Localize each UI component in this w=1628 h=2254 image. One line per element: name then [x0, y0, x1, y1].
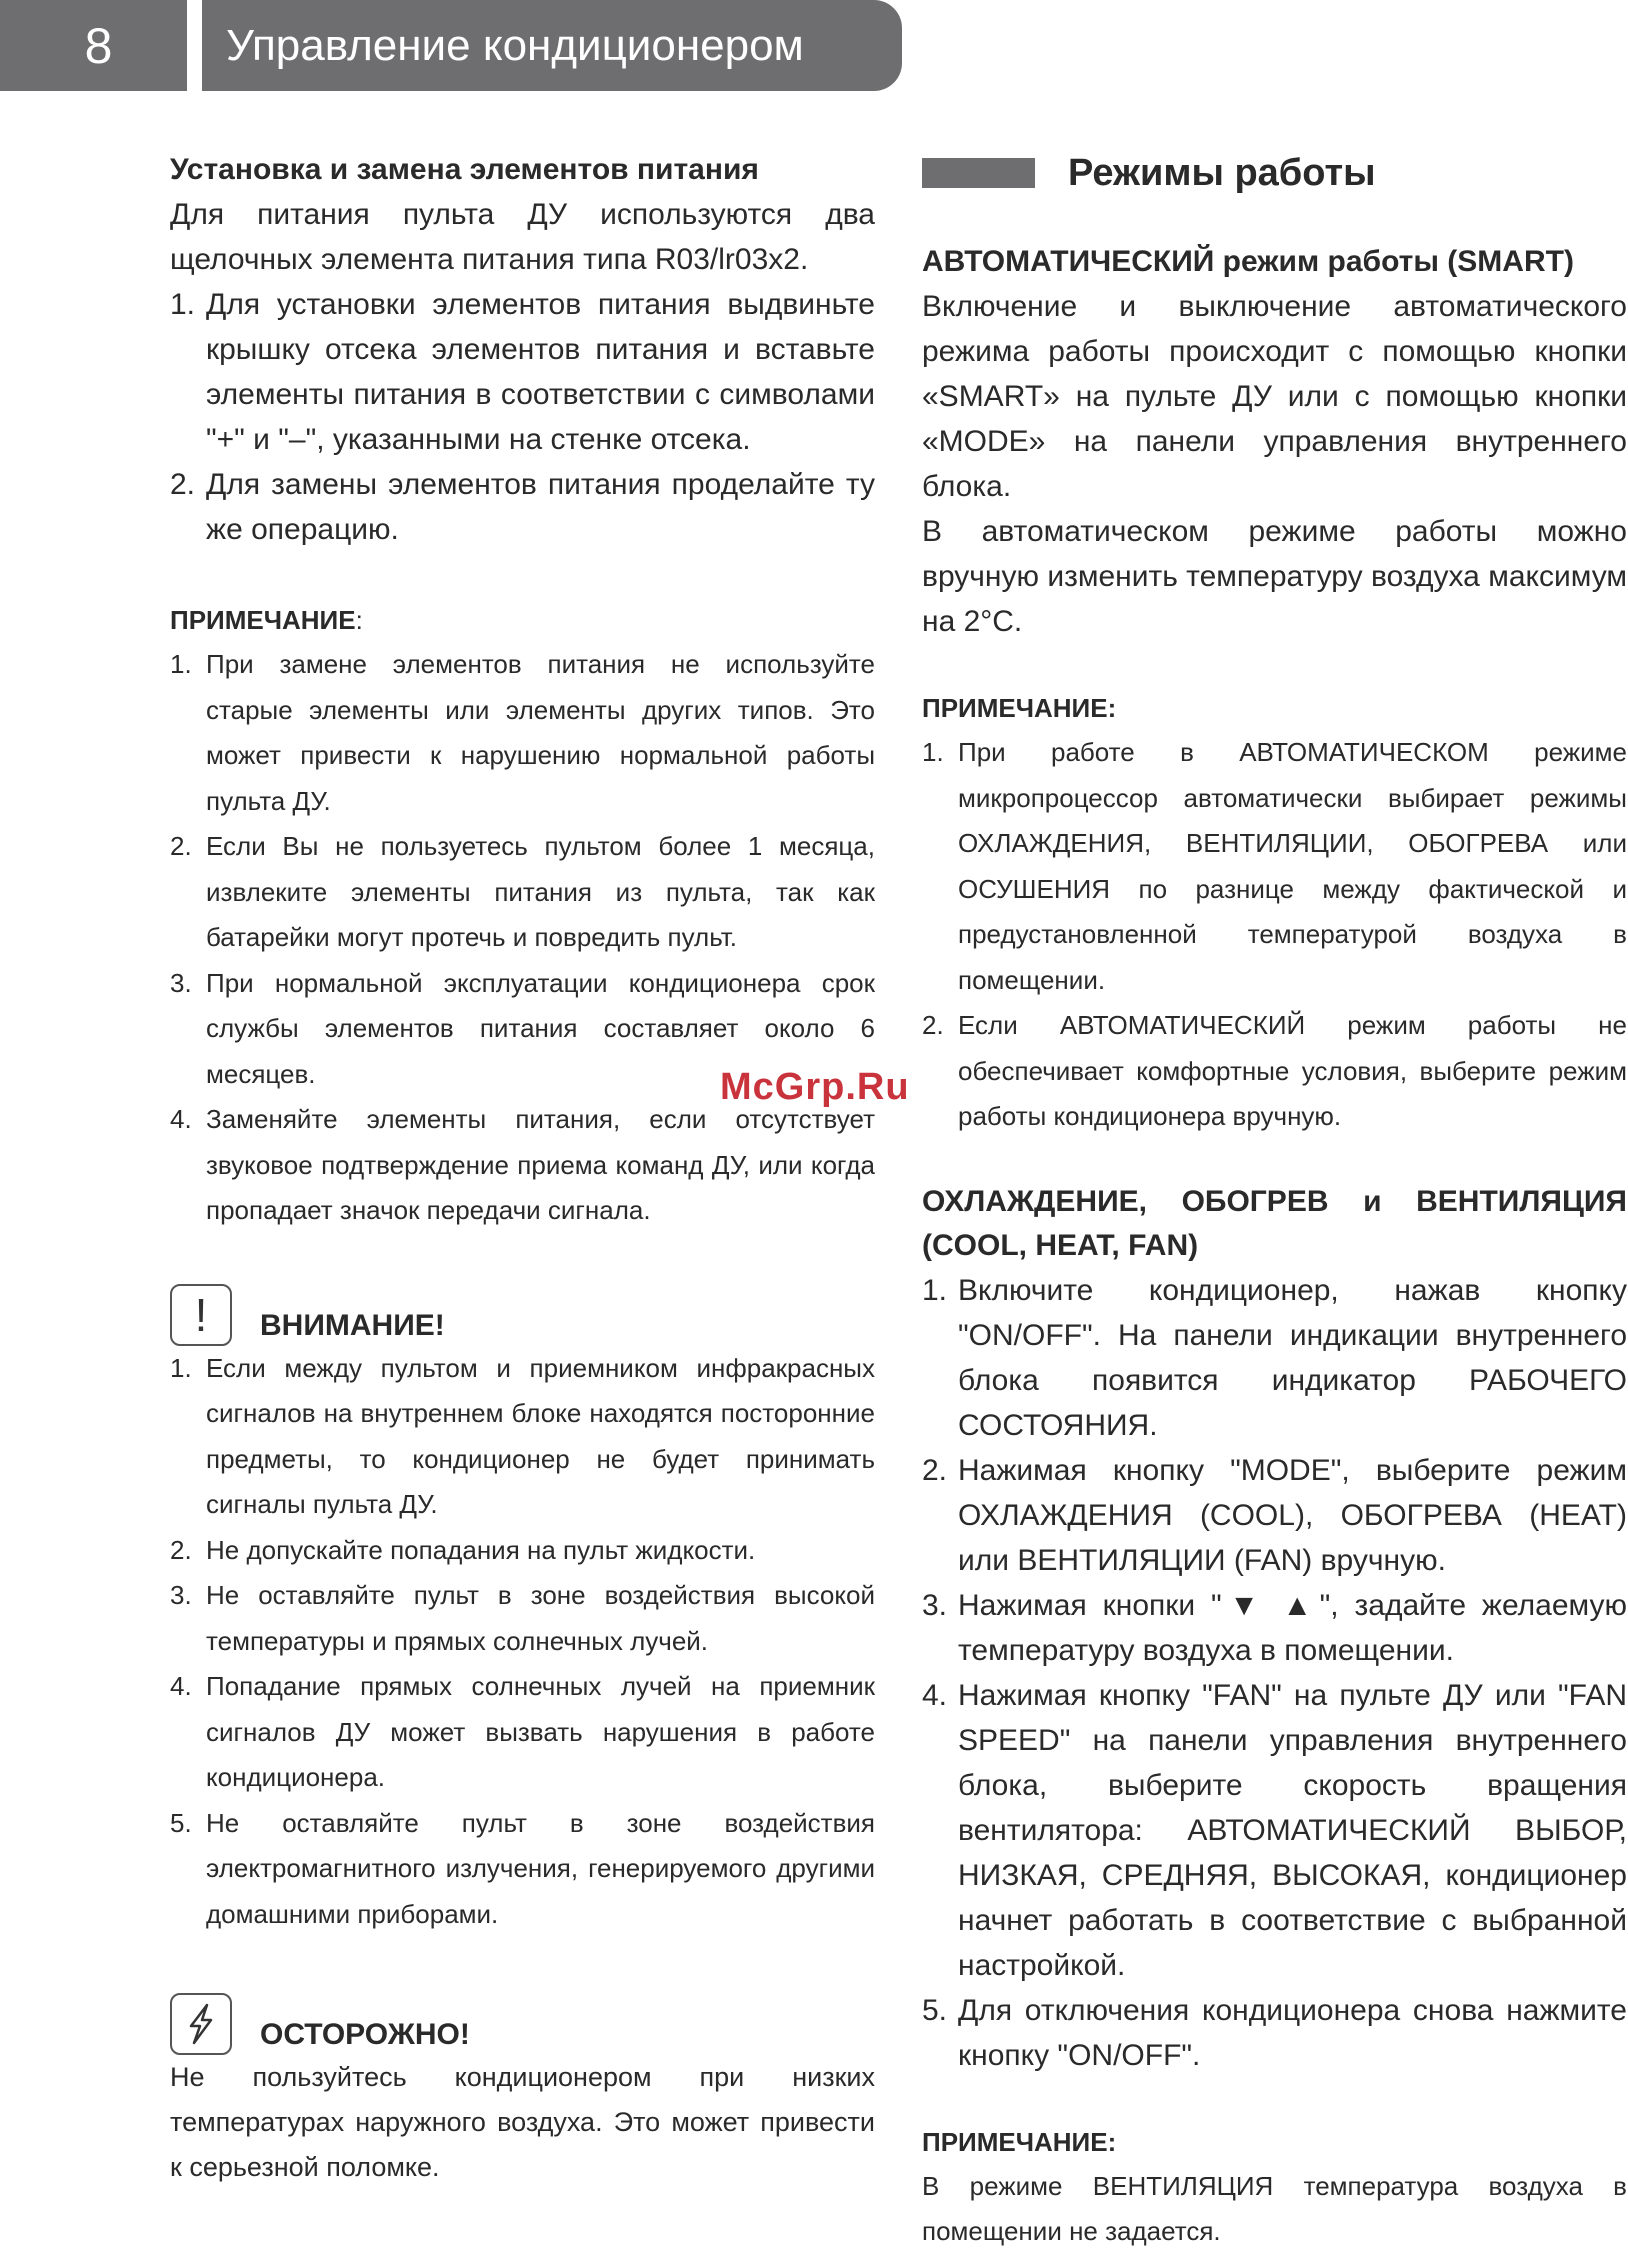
list-item: 4. Заменяйте элементы питания, если отсутствует звуковое подтверждение приема команд ДУ, или когда пропадает значок передачи сигнала.: [170, 1104, 875, 1225]
page-title: Управление кондиционером: [202, 0, 902, 91]
caution-title: ОСТОРОЖНО!: [260, 2018, 470, 2051]
section-header: [922, 148, 1627, 198]
note-title: ПРИМЕЧАНИЕ:: [170, 605, 363, 635]
attention-header: [170, 1284, 875, 1346]
note-list: [922, 730, 1627, 1140]
list-item: 2. Если АВТОМАТИЧЕСКИЙ режим работы не обеспечивает комфортные условия, выберите режим работы кондиционера вручную.: [922, 1010, 1627, 1131]
page-number: 8: [0, 0, 187, 91]
caution-text: Не пользуйтесь кондиционером при низких температурах наружного воздуха. Это может привести к серьезной поломке.: [170, 2062, 875, 2182]
smart-title: АВТОМАТИЧЕСКИЙ режим работы (SMART): [922, 245, 1574, 278]
list-item: 3. Не оставляйте пульт в зоне воздействия высокой температуры и прямых солнечных лучей.: [170, 1580, 875, 1656]
note-text: В режиме ВЕНТИЛЯЦИЯ температура воздуха в помещении не задается.: [922, 2170, 1627, 2246]
install-title: Установка и замена элементов питания: [170, 153, 759, 186]
section-title: Режимы работы: [1068, 151, 1376, 194]
lightning-icon: [170, 1993, 232, 2055]
list-item: 5. Не оставляйте пульт в зоне воздействия электромагнитного излучения, генерируемого другими домашними приборами.: [170, 1807, 875, 1929]
list-item: 1. Включите кондиционер, нажав кнопку "ON/OFF". На панели индикации внутреннего блока появится индикатор РАБОЧЕГО СОСТОЯНИЯ.: [922, 1273, 1627, 1442]
watermark: McGrp.Ru: [720, 1066, 910, 1108]
note-title: ПРИМЕЧАНИЕ:: [922, 693, 1117, 723]
smart-text-1: Включение и выключение автоматического режима работы происходит с помощью кнопки «SMART» на пульте ДУ или с помощью кнопки «MODE» на панели управления внутреннего блока.: [922, 290, 1627, 503]
list-item: 4. Нажимая кнопку "FAN" на пульте ДУ или "FAN SPEED" на панели управления внутреннего блока, выберите скорость вращения вентилятора: АВТОМАТИЧЕСКИЙ ВЫБОР, НИЗКАЯ, СРЕДНЯЯ, ВЫСОКАЯ, кондиционер начнет работать в соответствие с выбранной настройкой.: [922, 1678, 1627, 1982]
list-item: 3. Нажимая кнопки "▼ ▲", задайте желаемую температуру воздуха в помещении.: [922, 1588, 1627, 1667]
list-item: 5. Для отключения кондиционера снова нажмите кнопку "ON/OFF".: [922, 1993, 1627, 2072]
list-item: 4. Попадание прямых солнечных лучей на приемник сигналов ДУ может вызвать нарушения в работе кондиционера.: [170, 1671, 875, 1792]
caution-header: [170, 1993, 875, 2055]
smart-text-2: В автоматическом режиме работы можно вручную изменить температуру воздуха максимум на 2°С.: [922, 515, 1627, 638]
attention-list: [170, 1346, 875, 1938]
cool-title-line2: (COOL, HEAT, FAN): [922, 1228, 1199, 1262]
install-list: [170, 282, 875, 552]
right-column: [922, 148, 1627, 2254]
list-item: 1. Если между пультом и приемником инфракрасных сигналов на внутреннем блоке находятся посторонние предметы, то кондиционер не будет принимать сигналы пульта ДУ.: [170, 1352, 875, 1519]
install-intro: Для питания пульта ДУ используются два щелочных элемента питания типа R03/lr03x2.: [170, 198, 875, 276]
list-item: 1. При замене элементов питания не используйте старые элементы или элементы других типов. Это может привести к нарушению нормальной работы пульта ДУ.: [170, 649, 875, 816]
left-column: [170, 148, 875, 2190]
list-item: 2. Если Вы не пользуетесь пультом более 1 месяца, извлеките элементы питания из пульта, так как батарейки могут протечь и повредить пульт.: [170, 831, 875, 952]
attention-title: ВНИМАНИЕ!: [260, 1308, 445, 1342]
list-item: 2. Нажимая кнопку "MODE", выберите режим ОХЛАЖДЕНИЯ (COOL), ОБОГРЕВА (HEAT) или ВЕНТИЛЯЦИИ (FAN) вручную.: [922, 1453, 1627, 1577]
cool-list: [922, 1268, 1627, 2078]
list-item: 2. Не допускайте попадания на пульт жидкости.: [170, 1534, 756, 1565]
note-list: [170, 642, 875, 1234]
exclamation-icon: !: [170, 1284, 232, 1346]
list-item: 3. При нормальной эксплуатации кондиционера срок службы элементов питания составляет около 6 месяцев.: [170, 967, 875, 1089]
cool-title-line1: ОХЛАЖДЕНИЕ, ОБОГРЕВ и ВЕНТИЛЯЦИЯ: [922, 1184, 1627, 1218]
section-bar: [922, 158, 1035, 188]
list-item: 1. Для установки элементов питания выдвиньте крышку отсека элементов питания и вставьте элементы питания в соответствии с символами "+" и "–", указанными на стенке отсека.: [170, 288, 875, 456]
list-item: 2. Для замены элементов питания проделайте ту же операцию.: [170, 468, 875, 546]
list-item: 1. При работе в АВТОМАТИЧЕСКОМ режиме микропроцессор автоматически выбирает режимы ОХЛАЖДЕНИЯ, ВЕНТИЛЯЦИИ, ОБОГРЕВА или ОСУШЕНИЯ по разнице между фактической и предустановленной температурой воздуха в помещении.: [922, 737, 1627, 995]
note-title: ПРИМЕЧАНИЕ:: [922, 2126, 1117, 2157]
